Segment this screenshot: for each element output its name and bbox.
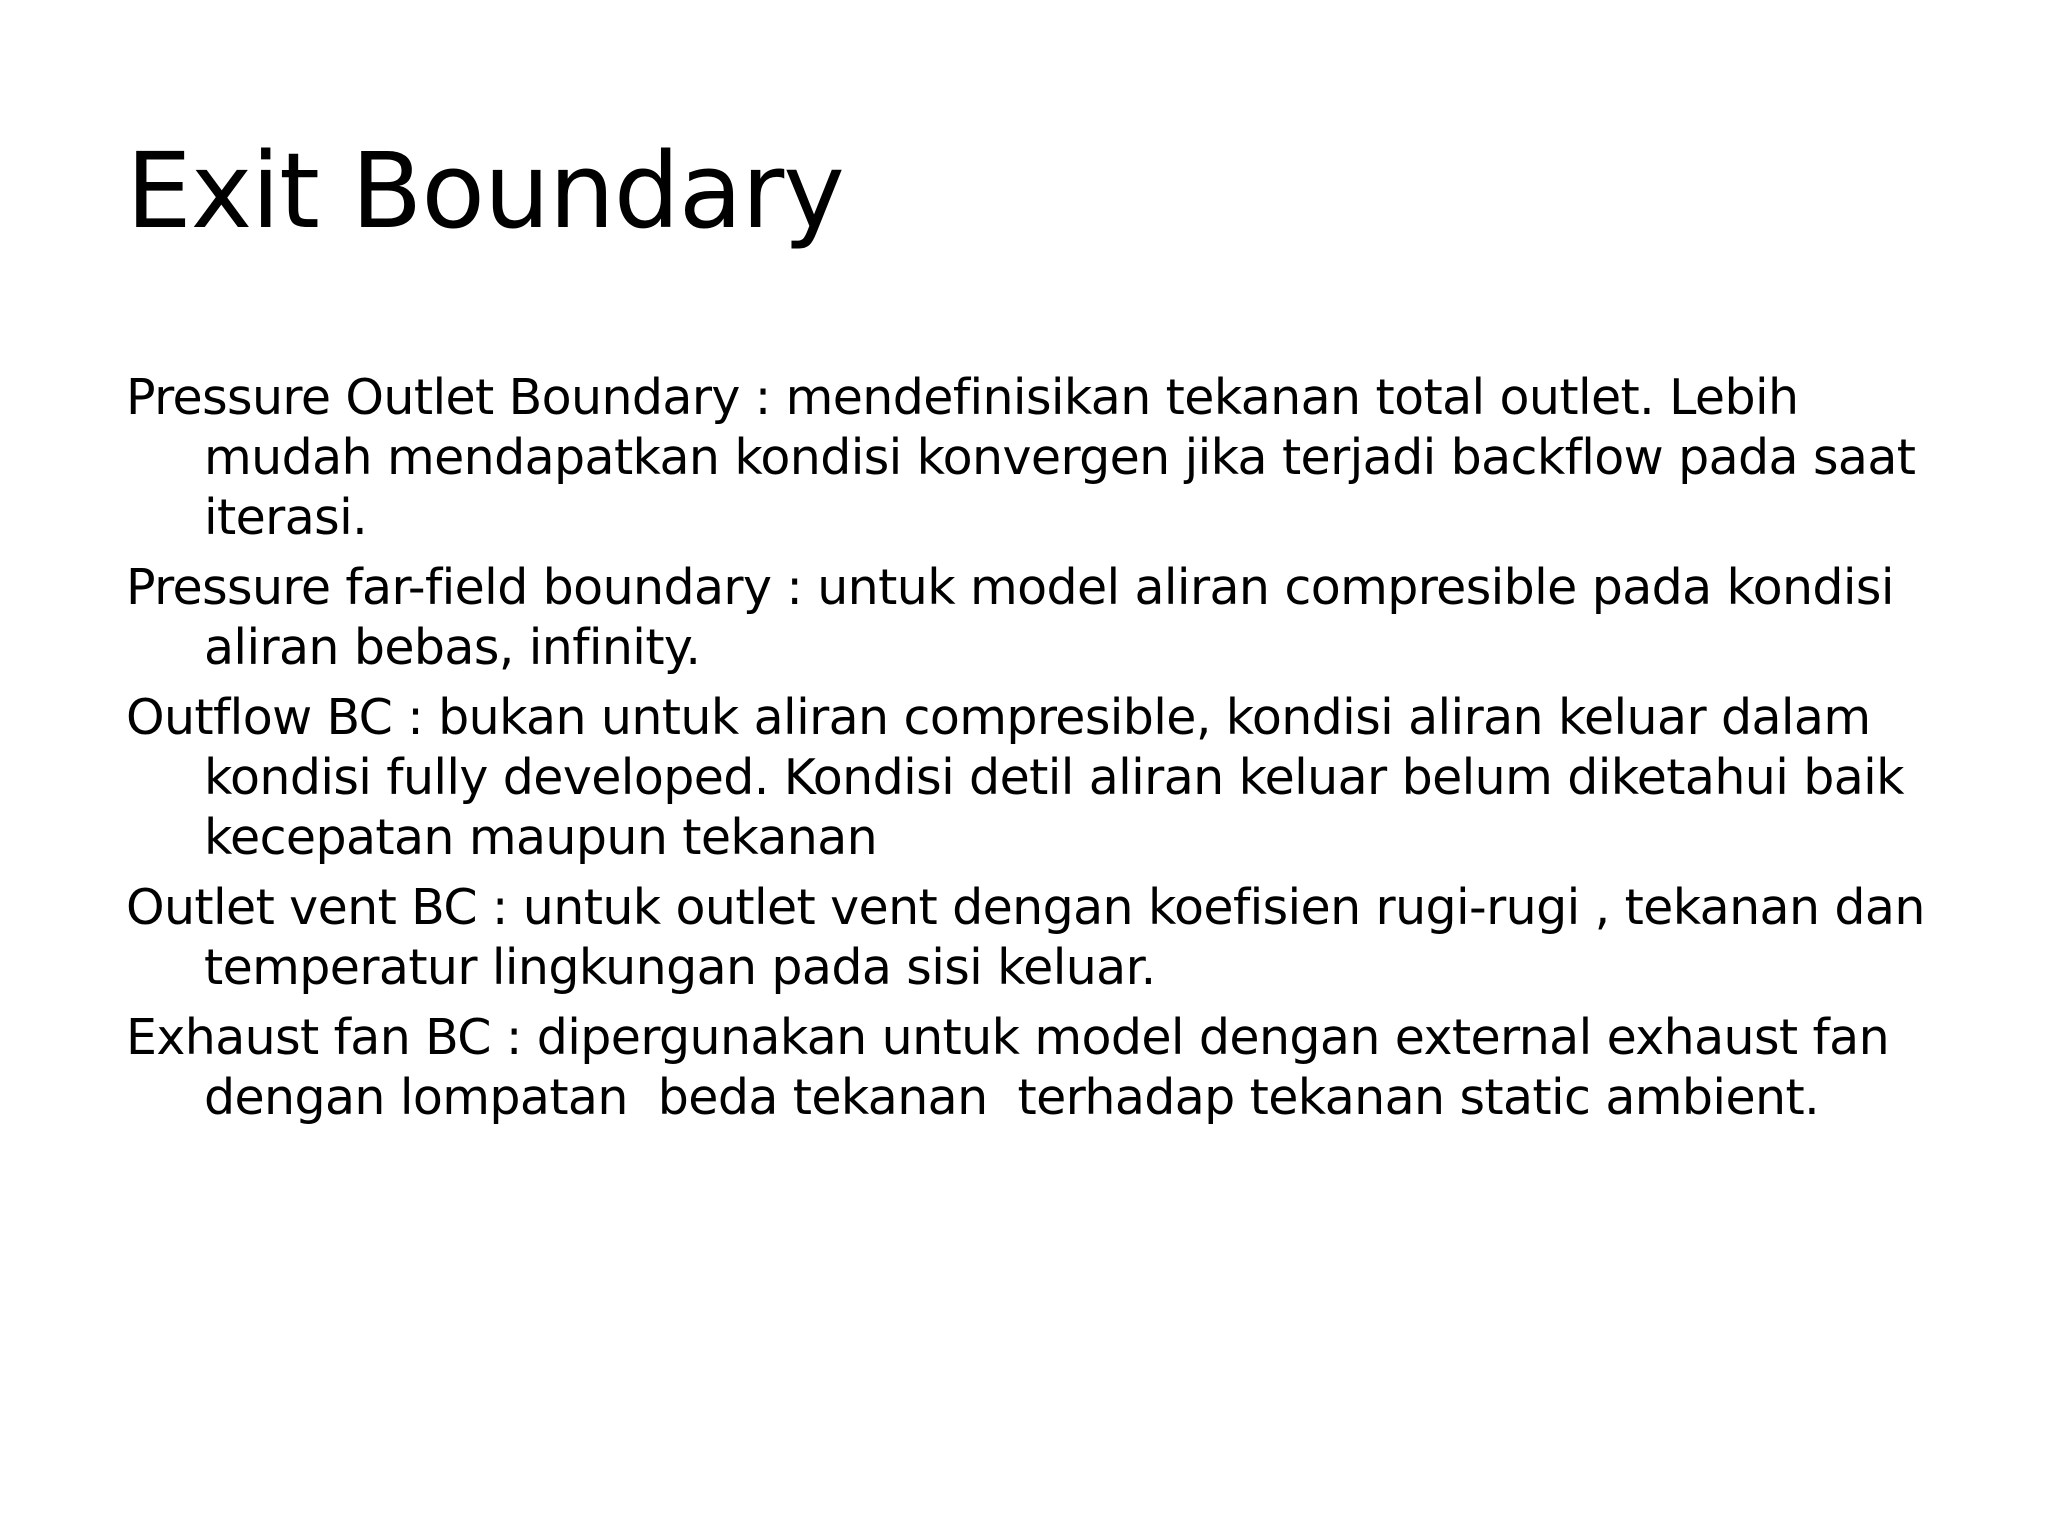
list-item-exhaust-fan-bc: Exhaust fan BC : dipergunakan untuk model dengan external exhaust fan dengan lompatan beda tekanan terhadap tekanan static ambient. <box>126 1009 1905 1126</box>
slide-title: Exit Boundary <box>126 130 844 252</box>
list-item-outlet-vent-bc: Outlet vent BC : untuk outlet vent dengan koefisien rugi-rugi , tekanan dan temperatur lingkungan pada sisi keluar. <box>126 879 1940 996</box>
body-text-list <box>126 368 1940 1138</box>
list-item-pressure-outlet: Pressure Outlet Boundary : mendefinisikan tekanan total outlet. Lebih mudah mendapatkan kondisi konvergen jika terjadi backflow pada saat iterasi. <box>126 369 1931 546</box>
list-item-pressure-far-field: Pressure far-field boundary : untuk model aliran compresible pada kondisi aliran bebas, infinity. <box>126 559 1909 676</box>
list-item-outflow-bc: Outflow BC : bukan untuk aliran compresible, kondisi aliran keluar dalam kondisi fully developed. Kondisi detil aliran keluar belum diketahui baik kecepatan maupun tekanan <box>126 689 1919 866</box>
